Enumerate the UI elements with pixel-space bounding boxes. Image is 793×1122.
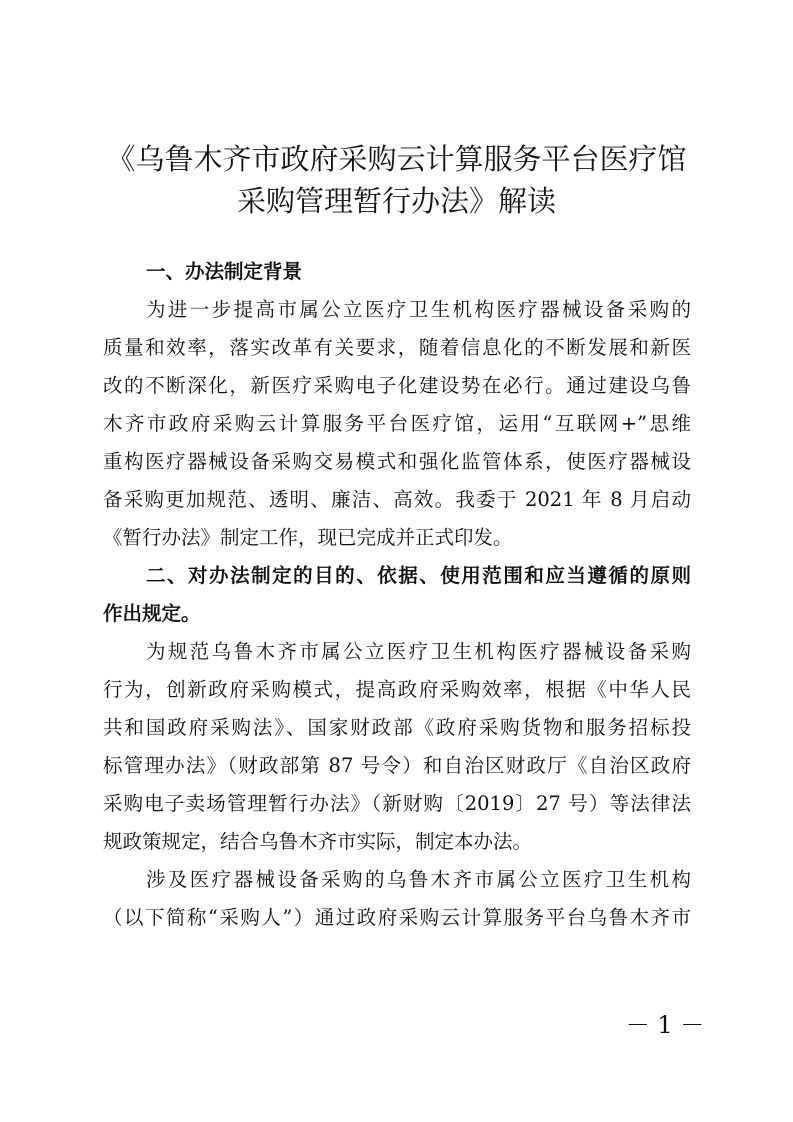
page-number: － 1 －	[625, 1011, 705, 1039]
section-1-line: 《暂行办法》制定工作，现已完成并正式印发。	[103, 526, 513, 549]
section-2-para-2-line: 涉及医疗器械设备采购的乌鲁木齐市属公立医疗卫生机构	[146, 868, 691, 891]
section-2-para-1-line: 标管理办法》（财政部第 87 号令）和自治区财政厅《自治区政府	[103, 754, 691, 777]
section-2-heading-line-2: 作出规定。	[103, 602, 201, 625]
section-2-para-1-line: 共和国政府采购法》、国家财政部《政府采购货物和服务招标投	[103, 716, 691, 739]
document-title-line-1: 《乌鲁木齐市政府采购云计算服务平台医疗馆	[106, 142, 687, 176]
section-2-para-2-line: （以下简称“采购人”）通过政府采购云计算服务平台乌鲁木齐市	[103, 906, 691, 929]
section-2-para-1-line: 采购电子卖场管理暂行办法》（新财购〔2019〕27 号）等法律法	[103, 792, 691, 815]
section-1-line: 重构医疗器械设备采购交易模式和强化监管体系，使医疗器械设	[103, 450, 691, 473]
section-1-line: 备采购更加规范、透明、廉洁、高效。我委于 2021 年 8 月启动	[103, 488, 691, 511]
section-1-line: 为进一步提高市属公立医疗卫生机构医疗器械设备采购的	[146, 298, 691, 321]
section-2-para-1-line: 行为，创新政府采购模式，提高政府采购效率，根据《中华人民	[103, 678, 691, 701]
section-1-heading: 一、办法制定背景	[146, 260, 303, 283]
section-1-line: 改的不断深化，新医疗采购电子化建设势在必行。通过建设乌鲁	[103, 374, 691, 397]
document-title-line-2: 采购管理暂行办法》解读	[236, 184, 556, 218]
section-2-heading-line-1: 二、对办法制定的目的、依据、使用范围和应当遵循的原则	[146, 564, 691, 587]
section-2-para-1-line: 为规范乌鲁木齐市属公立医疗卫生机构医疗器械设备采购	[146, 640, 691, 663]
section-1-line: 木齐市政府采购云计算服务平台医疗馆，运用“互联网+”思维	[103, 412, 691, 435]
section-2-para-1-line: 规政策规定，结合乌鲁木齐市实际，制定本办法。	[103, 830, 533, 853]
section-1-line: 质量和效率，落实改革有关要求，随着信息化的不断发展和新医	[103, 336, 691, 359]
